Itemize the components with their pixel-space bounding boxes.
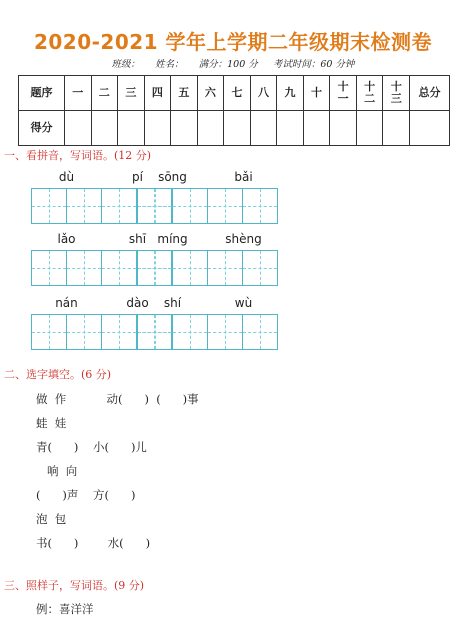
- score-cell[interactable]: [65, 111, 92, 146]
- pinyin-text: dào: [126, 296, 149, 310]
- pinyin-text: pí: [132, 170, 143, 184]
- full-score: 满分：100 分: [198, 59, 258, 70]
- score-cell[interactable]: [330, 111, 357, 146]
- score-cell[interactable]: [383, 111, 410, 146]
- exercise-line: 响 向: [36, 464, 78, 478]
- score-cell[interactable]: [356, 111, 383, 146]
- pinyin-text: sōng: [158, 170, 187, 184]
- pinyin-group-4: [137, 232, 279, 286]
- example-line: 例：喜洋洋: [36, 602, 94, 616]
- score-cell[interactable]: [171, 111, 198, 146]
- score-cell[interactable]: [197, 111, 224, 146]
- score-table-row1-header: 题序: [19, 76, 65, 111]
- section-2-title: 二、选字填空。(6 分): [4, 368, 112, 381]
- exercise-line: 做 作 动( ) ( )事: [36, 392, 199, 406]
- class-label: 班级：: [111, 59, 141, 70]
- writing-box[interactable]: [101, 188, 137, 224]
- exam-info: [0, 56, 466, 70]
- exercise-line: 蛙 娃: [36, 416, 67, 430]
- writing-box[interactable]: [242, 314, 278, 350]
- score-col-9: 九: [277, 76, 304, 111]
- writing-box[interactable]: [172, 314, 208, 350]
- pinyin-text: nán: [55, 296, 78, 310]
- pinyin-text: míng: [157, 232, 188, 246]
- score-table-score-row: [19, 111, 450, 146]
- score-col-11: 十 一: [330, 76, 357, 111]
- score-table-row2-header: 得分: [19, 111, 65, 146]
- writing-box[interactable]: [242, 250, 278, 286]
- score-col-7: 七: [224, 76, 251, 111]
- writing-box[interactable]: [207, 314, 243, 350]
- score-cell[interactable]: [144, 111, 171, 146]
- writing-box[interactable]: [172, 250, 208, 286]
- pinyin-group-6: [137, 296, 279, 350]
- writing-box[interactable]: [101, 250, 137, 286]
- score-col-2: 二: [91, 76, 118, 111]
- score-col-13: 十 三: [383, 76, 410, 111]
- pinyin-text: bǎi: [234, 170, 253, 184]
- exercise-line: 泡 包: [36, 512, 67, 526]
- score-col-10: 十: [303, 76, 330, 111]
- score-cell[interactable]: [303, 111, 330, 146]
- score-table-header-row: [19, 76, 450, 111]
- writing-box[interactable]: [207, 188, 243, 224]
- score-col-1: 一: [65, 76, 92, 111]
- pinyin-text: lǎo: [57, 232, 76, 246]
- pinyin-text: wù: [234, 296, 253, 310]
- pinyin-text: shí: [163, 296, 182, 310]
- score-cell[interactable]: [250, 111, 277, 146]
- name-label: 姓名：: [155, 59, 184, 70]
- exercise-line: ( )声 方( ): [36, 488, 136, 502]
- score-cell-total[interactable]: [410, 111, 450, 146]
- score-col-8: 八: [250, 76, 277, 111]
- writing-box[interactable]: [31, 314, 67, 350]
- writing-box[interactable]: [31, 188, 67, 224]
- exam-time: 考试时间：60 分钟: [272, 59, 355, 70]
- score-col-12: 十 二: [356, 76, 383, 111]
- score-cell[interactable]: [224, 111, 251, 146]
- score-col-3: 三: [118, 76, 145, 111]
- writing-box[interactable]: [137, 250, 173, 286]
- section-1-title: 一、看拼音，写词语。(12 分): [4, 149, 152, 162]
- score-col-6: 六: [197, 76, 224, 111]
- writing-box[interactable]: [172, 188, 208, 224]
- section-3-title: 三、照样子，写词语。(9 分): [4, 579, 145, 592]
- writing-box[interactable]: [66, 250, 102, 286]
- score-col-total: 总分: [410, 76, 450, 111]
- writing-box[interactable]: [101, 314, 137, 350]
- writing-box[interactable]: [31, 250, 67, 286]
- writing-box[interactable]: [66, 188, 102, 224]
- writing-box[interactable]: [137, 188, 173, 224]
- pinyin-text: shī: [128, 232, 147, 246]
- score-table: [18, 75, 450, 146]
- writing-box[interactable]: [207, 250, 243, 286]
- score-cell[interactable]: [118, 111, 145, 146]
- exercise-line: 青( ) 小( )儿: [36, 440, 147, 454]
- pinyin-text: dù: [58, 170, 75, 184]
- writing-box[interactable]: [242, 188, 278, 224]
- page-title: 2020-2021 学年上学期二年级期末检测卷: [33, 30, 433, 54]
- writing-box[interactable]: [137, 314, 173, 350]
- pinyin-group-2: [137, 170, 279, 224]
- exercise-line: 书( ) 水( ): [36, 536, 151, 550]
- score-col-5: 五: [171, 76, 198, 111]
- score-cell[interactable]: [91, 111, 118, 146]
- writing-box[interactable]: [66, 314, 102, 350]
- score-col-4: 四: [144, 76, 171, 111]
- pinyin-text: shèng: [225, 232, 262, 246]
- score-cell[interactable]: [277, 111, 304, 146]
